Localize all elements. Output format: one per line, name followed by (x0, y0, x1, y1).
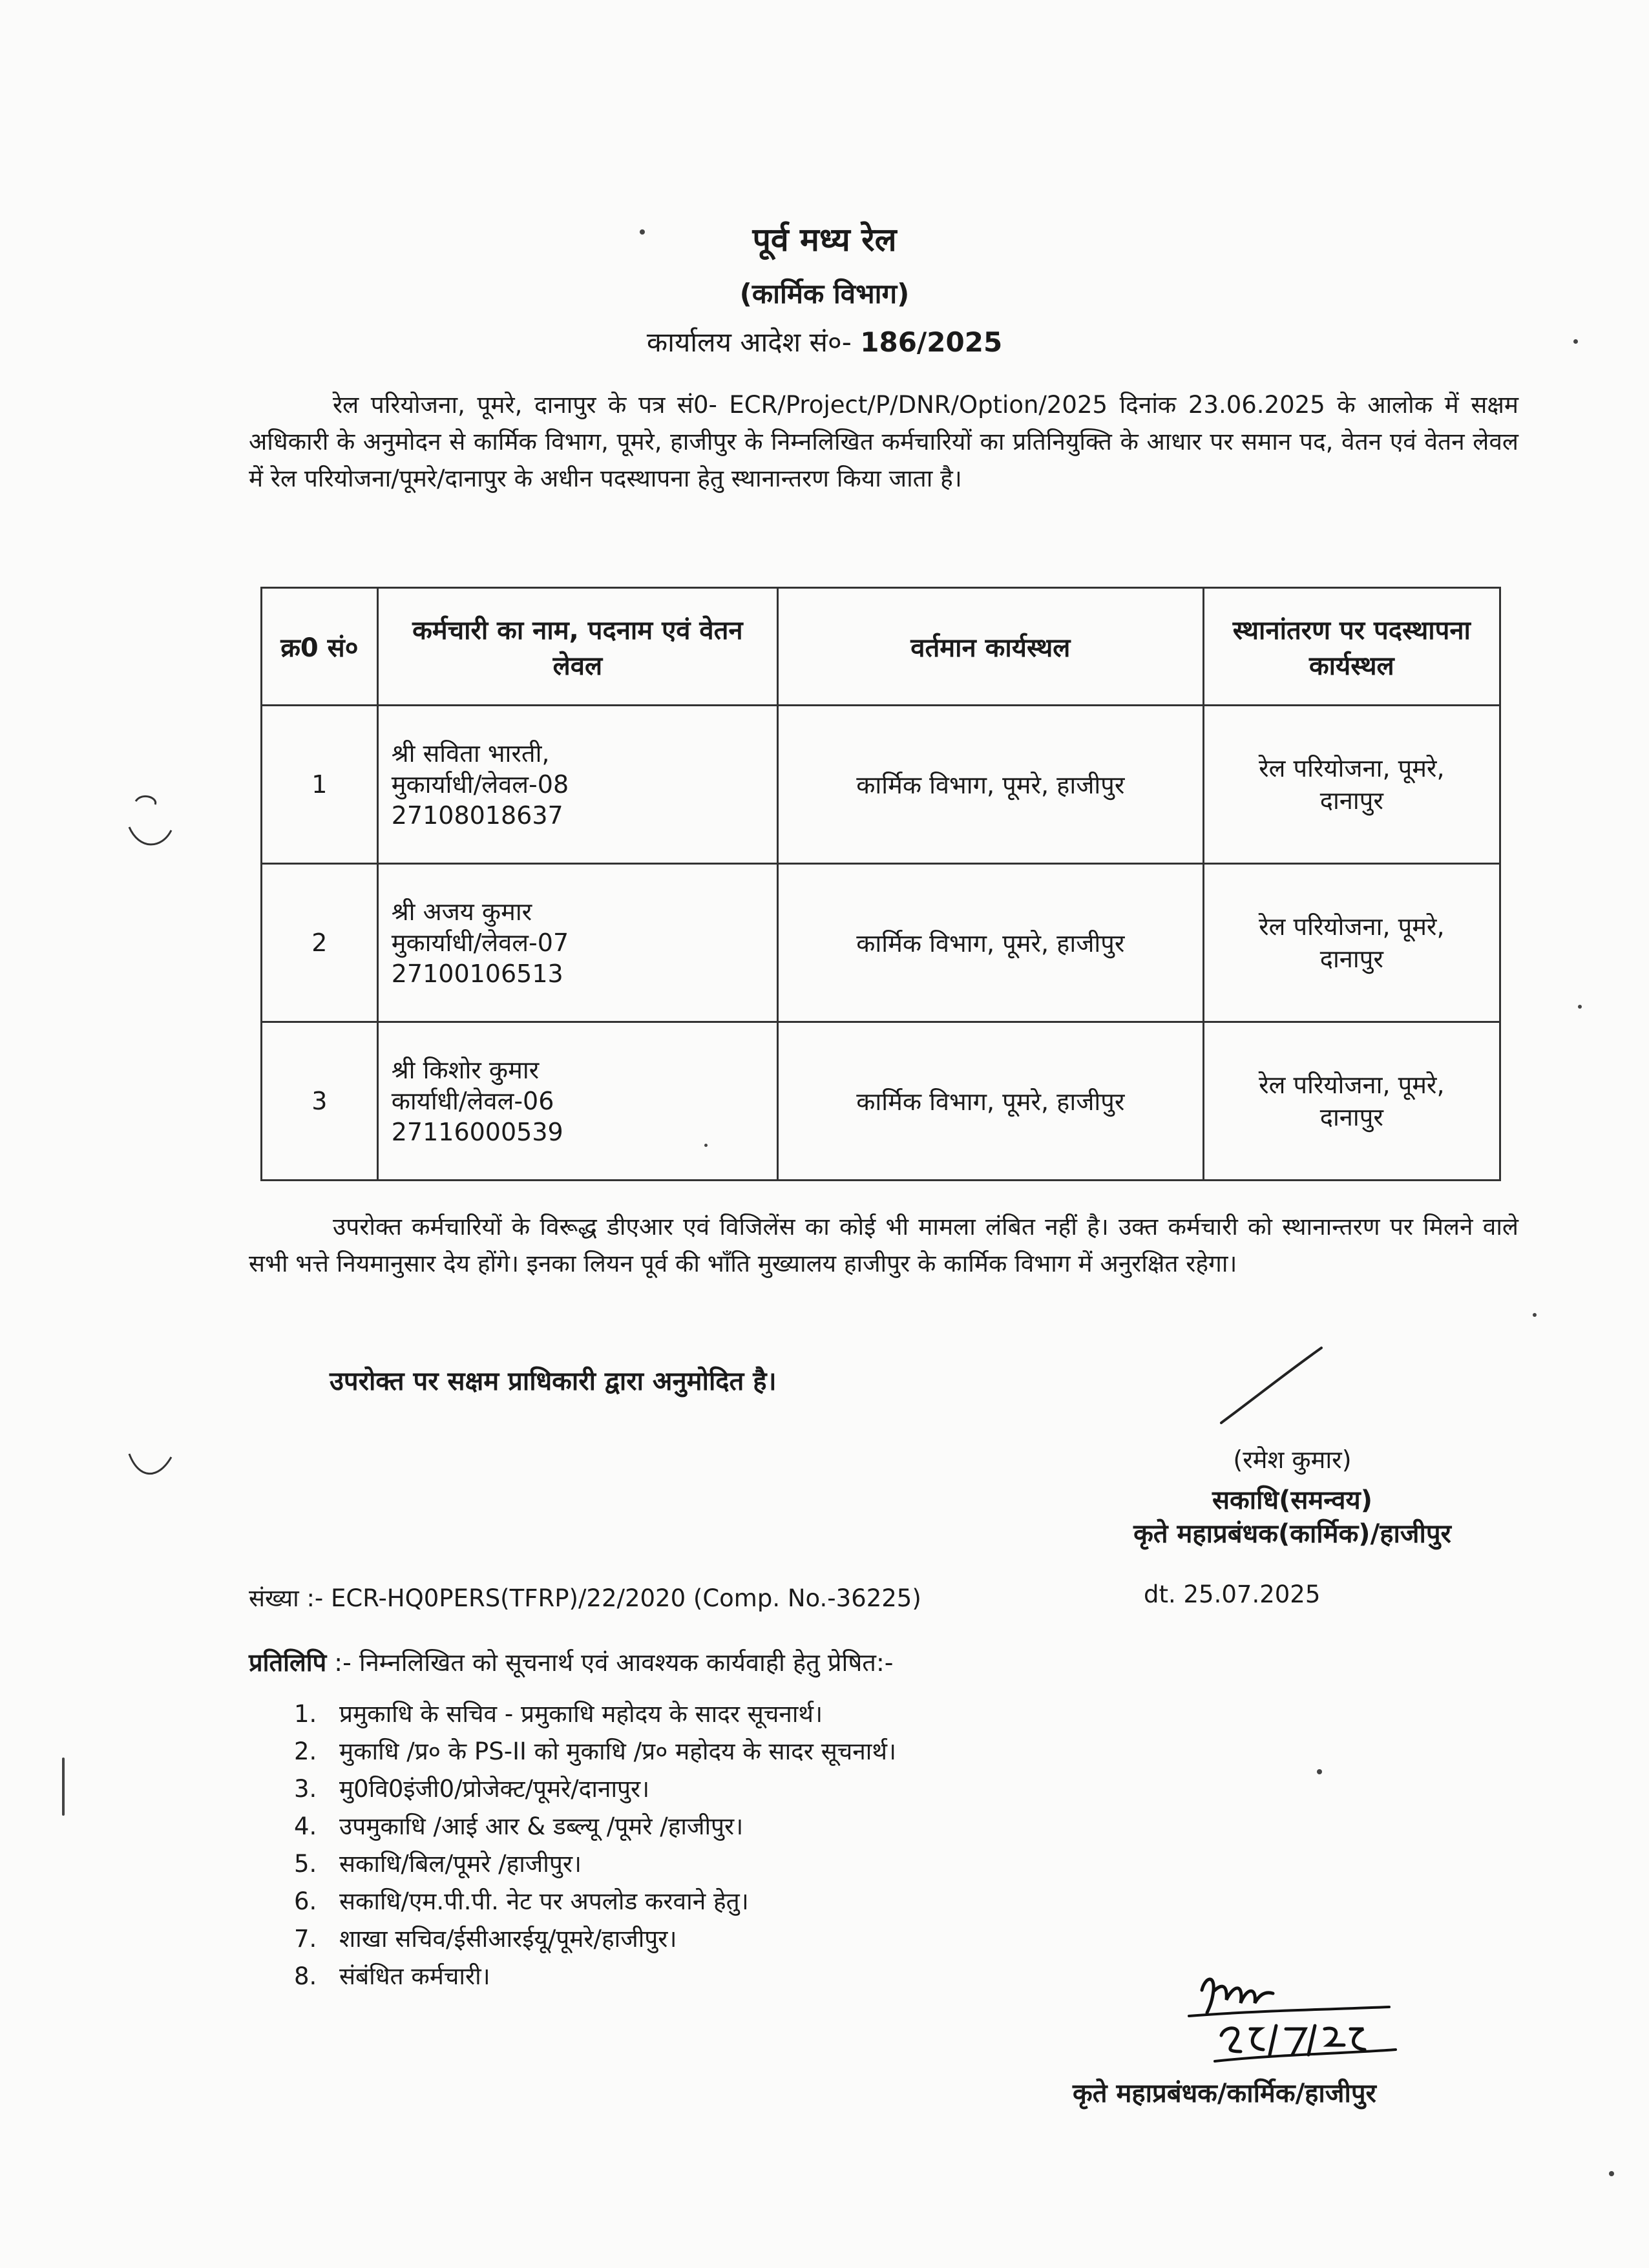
closing-paragraph: उपरोक्त कर्मचारियों के विरूद्ध डीएआर एवं विजिलेंस का कोई भी मामला लंबित नहीं है। उक्त कर्मचारी को स्थानान्तरण पर मिलने वाले सभी भत्ते नियमानुसार देय होंगे। इनका लियन पूर्व की भाँति मुख्यालय हाजीपुर के कार्मिक विभाग में अनुरक्षित रहेगा। (249, 1213, 1518, 1277)
list-item-number: 3. (294, 1775, 317, 1803)
employee-name: श्री अजय कुमार (391, 898, 532, 926)
copy-to-text: :- निम्नलिखित को सूचनार्थ एवं आवश्यक कार्यवाही हेतु प्रेषित:- (334, 1648, 894, 1677)
copy-to-list (294, 1696, 896, 1995)
list-item (294, 1770, 896, 1808)
header-sn: क्र0 सं० (262, 588, 378, 706)
list-item-number: 5. (294, 1850, 317, 1878)
list-item-number: 1. (294, 1700, 317, 1728)
copy-to-intro (249, 1645, 893, 1679)
list-item-text: सकाधि/बिल/पूमरे /हाजीपुर। (339, 1850, 582, 1878)
current-workplace: कार्मिक विभाग, पूमरे, हाजीपुर (777, 864, 1203, 1022)
list-item-text: प्रमुकाधि के सचिव - प्रमुकाधि महोदय के सादर सूचनार्थ। (339, 1700, 823, 1728)
table-row (262, 864, 1500, 1022)
scan-speck (1578, 1005, 1582, 1009)
order-label: कार्यालय आदेश सं०- (646, 326, 852, 358)
employee-cell (377, 1022, 777, 1181)
row-sn: 1 (262, 706, 378, 864)
scan-speck (1573, 339, 1578, 344)
reference-number: संख्या :- ECR-HQ0PERS(TFRP)/22/2020 (Comp. No.-36225) (249, 1584, 921, 1612)
scan-line (62, 1758, 65, 1816)
scan-speck (1317, 1769, 1322, 1774)
current-workplace: कार्मिक विभाग, पूमरे, हाजीपुर (777, 1022, 1203, 1181)
row-sn: 2 (262, 864, 378, 1022)
destination-workplace (1203, 864, 1500, 1022)
list-item (294, 1920, 896, 1958)
scan-mark-icon (123, 788, 181, 859)
office-order-number (0, 323, 1649, 360)
employee-designation: मुकार्याधी/लेवल-07 (391, 929, 569, 957)
transfer-table (260, 587, 1501, 1181)
employee-id: 27116000539 (391, 1118, 563, 1146)
destination-line1: रेल परियोजना, पूमरे, (1259, 912, 1445, 941)
list-item (294, 1808, 896, 1845)
list-item-text: शाखा सचिव/ईसीआरईयू/पूमरे/हाजीपुर। (339, 1925, 677, 1953)
table-row (262, 1022, 1500, 1181)
list-item-number: 4. (294, 1812, 317, 1840)
employee-id: 27100106513 (391, 960, 563, 988)
list-item (294, 1883, 896, 1920)
destination-line1: रेल परियोजना, पूमरे, (1259, 754, 1445, 782)
destination-line2: दानापुर (1319, 786, 1383, 815)
reference-date: dt. 25.07.2025 (1144, 1580, 1321, 1608)
list-item (294, 1958, 896, 1995)
list-item-text: उपमुकाधि /आई आर & डब्ल्यू /पूमरे /हाजीपुर। (339, 1812, 744, 1840)
scan-mark-icon (123, 1444, 181, 1489)
row-sn: 3 (262, 1022, 378, 1181)
employee-cell (377, 864, 777, 1022)
employee-name: श्री सविता भारती, (391, 739, 550, 768)
list-item-text: संबंधित कर्मचारी। (339, 1962, 490, 1990)
employee-designation: मुकार्याधी/लेवल-08 (391, 770, 569, 799)
table-row (262, 706, 1500, 864)
list-item-text: मुकाधि /प्र० के PS-II को मुकाधि /प्र० महोदय के सादर सूचनार्थ। (339, 1738, 896, 1765)
employee-id: 27108018637 (391, 801, 563, 830)
list-item-number: 8. (294, 1962, 317, 1990)
order-number: 186/2025 (860, 326, 1003, 358)
destination-line2: दानापुर (1319, 1103, 1383, 1131)
scan-speck (640, 229, 645, 235)
list-item-number: 7. (294, 1925, 317, 1953)
header-destination-workplace: स्थानांतरण पर पदस्थापना कार्यस्थल (1203, 588, 1500, 706)
list-item (294, 1696, 896, 1733)
destination-line1: रेल परियोजना, पूमरे, (1259, 1071, 1445, 1099)
signatory-office: कृते महाप्रबंधक(कार्मिक)/हाजीपुर (1133, 1519, 1451, 1549)
list-item-number: 2. (294, 1738, 317, 1765)
scan-speck (1609, 2171, 1614, 2176)
document-title: पूर्व मध्य रेल (752, 221, 897, 258)
list-item (294, 1733, 896, 1770)
employee-cell (377, 706, 777, 864)
header-employee: कर्मचारी का नाम, पदनाम एवं वेतन लेवल (377, 588, 777, 706)
copy-to-label: प्रतिलिपि (249, 1648, 327, 1677)
handwritten-signature (1176, 1964, 1447, 2074)
list-item-text: सकाधि/एम.पी.पी. नेट पर अपलोड करवाने हेतु। (339, 1887, 749, 1915)
list-item-number: 6. (294, 1887, 317, 1915)
scan-speck (704, 1144, 708, 1147)
destination-line2: दानापुर (1319, 945, 1383, 973)
department-name: (कार्मिक विभाग) (739, 278, 910, 310)
list-item (294, 1845, 896, 1883)
destination-workplace (1203, 1022, 1500, 1181)
scan-speck (1533, 1313, 1537, 1317)
approval-note: उपरोक्त पर सक्षम प्राधिकारी द्वारा अनुमोदित है। (330, 1367, 777, 1396)
header-current-workplace: वर्तमान कार्यस्थल (777, 588, 1203, 706)
intro-paragraph: रेल परियोजना, पूमरे, दानापुर के पत्र सं0- ECR/Project/P/DNR/Option/2025 दिनांक 23.06.2025 के आलोक में सक्षम अधिकारी के अनुमोदन से कार्मिक विभाग, पूमरे, हाजीपुर के निम्नलिखित कर्मचारियों का प्रतिनियुक्ति के आधार पर समान पद, वेतन एवं वेतन लेवल में रेल परियोजना/पूमरे/दानापुर के अधीन पदस्थापना हेतु स्थानान्तरण किया जाता है। (249, 391, 1518, 492)
signatory-designation: सकाधि(समन्वय) (1212, 1486, 1372, 1515)
list-item-text: मु0वि0इंजी0/प्रोजेक्ट/पूमरे/दानापुर। (339, 1775, 650, 1803)
final-office: कृते महाप्रबंधक/कार्मिक/हाजीपुर (1073, 2079, 1376, 2108)
destination-workplace (1203, 706, 1500, 864)
employee-designation: कार्याधी/लेवल-06 (391, 1087, 554, 1115)
current-workplace: कार्मिक विभाग, पूमरे, हाजीपुर (777, 706, 1203, 864)
table-header-row (262, 588, 1500, 706)
signature-tick-mark (1215, 1344, 1331, 1428)
employee-name: श्री किशोर कुमार (391, 1056, 540, 1084)
signatory-name: (रमेश कुमार) (1233, 1445, 1352, 1474)
